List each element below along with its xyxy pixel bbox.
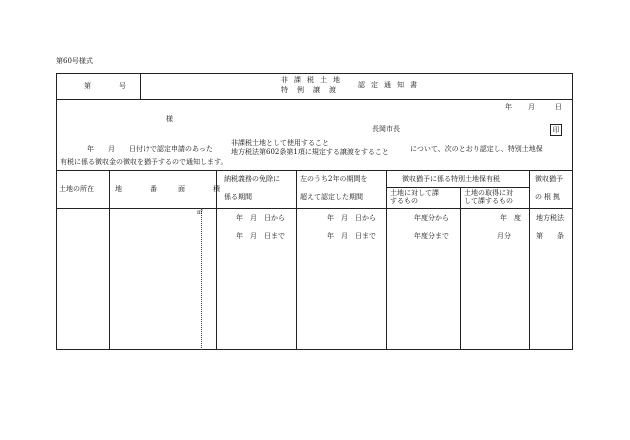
- th-holding-1: 土地に対して課: [390, 189, 439, 197]
- th-basis-1: 徴収猶予: [535, 175, 563, 183]
- body-option1: 非課税土地として使用すること: [231, 139, 329, 147]
- exempt-to: 年 月 日まで: [236, 232, 285, 240]
- acq-month: 月分: [497, 232, 511, 240]
- th-basis-2: の根拠: [535, 193, 562, 201]
- date-month: 月: [528, 103, 535, 111]
- holding-to: 年度分まで: [414, 232, 449, 240]
- col-line-4: [386, 170, 387, 350]
- area-unit: ㎡: [197, 209, 204, 216]
- main-box: [56, 99, 573, 350]
- basis-law: 地方税法: [536, 214, 564, 222]
- area-dotted-divider: [201, 208, 202, 350]
- basis-article: 第 条: [536, 232, 564, 240]
- th-acquisition-1: 土地の取得に対: [464, 189, 513, 197]
- body-option2: 地方税法第602条第1項に規定する譲渡をすること: [231, 148, 389, 156]
- issuer-name: 長岡市長: [372, 125, 400, 133]
- th-two-year-1: 左のうち2年の期間を: [300, 175, 368, 183]
- th-holding-2: するもの: [390, 197, 418, 205]
- date-day: 日: [555, 103, 562, 111]
- exempt-from: 年 月 日から: [236, 214, 285, 222]
- holding-from: 年度分から: [414, 214, 449, 222]
- col-line-5: [460, 187, 461, 350]
- header-divider: [140, 73, 141, 100]
- form-label: 第60号様式: [56, 57, 93, 65]
- seal-mark: 印: [550, 124, 562, 136]
- col-line-1: [109, 170, 110, 350]
- title-tail: 認定通知書: [358, 81, 423, 89]
- number-prefix: 第: [84, 82, 91, 90]
- body-date-prefix: 年 月 日付けで認定申請のあった: [87, 145, 213, 153]
- title-line1: 非課税土地: [281, 76, 346, 84]
- col-line-3: [296, 170, 297, 350]
- title-line2: 特例譲渡: [281, 86, 345, 94]
- th-exempt-1: 納税義務の免除に: [224, 175, 280, 183]
- deferred-sub-line: [386, 187, 529, 188]
- th-lot: 地番: [115, 185, 185, 193]
- two-year-from: 年 月 日から: [327, 214, 376, 222]
- th-deferred-group: 徴収猶予に係る特別土地保有税: [402, 175, 500, 183]
- body-line2: 有税に係る徴収金の徴収を猶予するので通知します。: [60, 158, 228, 166]
- addressee-suffix: 様: [166, 115, 173, 123]
- table-top-line: [56, 170, 573, 171]
- th-exempt-2: 係る期間: [224, 193, 252, 201]
- number-suffix: 号: [119, 82, 126, 90]
- col-line-2: [216, 170, 217, 350]
- th-two-year-2: 超えて認定した期間: [300, 193, 363, 201]
- th-location: 土地の所在: [59, 185, 94, 193]
- body-after: について、次のとおり認定し、特別土地保: [410, 145, 543, 153]
- date-year: 年: [505, 103, 512, 111]
- th-area: 面積: [178, 185, 248, 193]
- th-acquisition-2: して課するもの: [464, 197, 513, 205]
- acq-year: 年 度: [500, 214, 521, 222]
- two-year-to: 年 月 日まで: [327, 232, 376, 240]
- col-line-6: [529, 170, 530, 350]
- table-header-bottom-line: [56, 208, 573, 209]
